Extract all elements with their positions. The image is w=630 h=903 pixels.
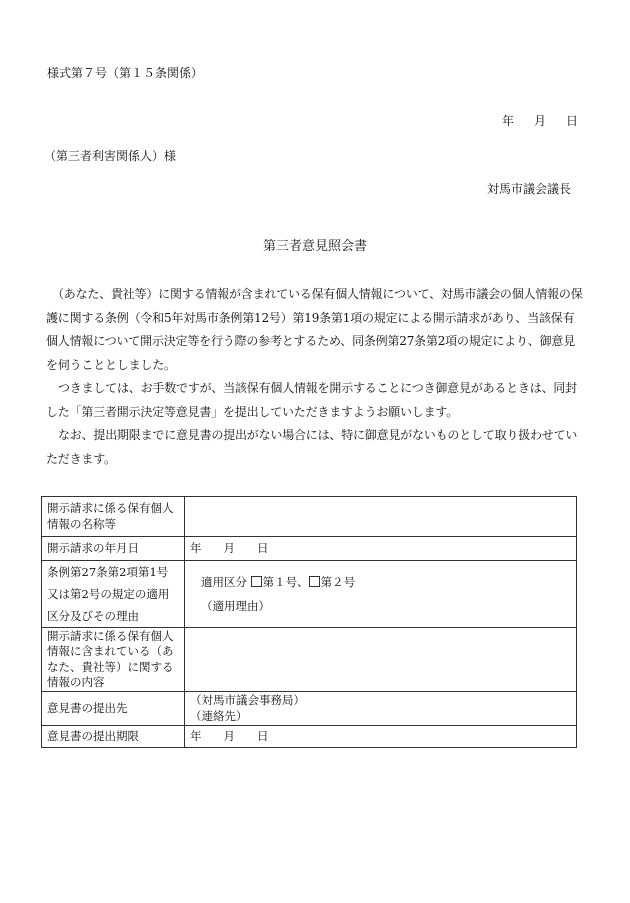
form-number: 様式第７号（第１５条関係） <box>47 66 204 80</box>
deadline-month: 月 <box>223 728 235 743</box>
deadline-year: 年 <box>190 728 202 743</box>
request-month: 月 <box>223 540 235 555</box>
table-row <box>42 537 577 561</box>
option1-checkbox[interactable] <box>251 576 262 587</box>
request-day: 日 <box>257 540 269 555</box>
body-text <box>46 283 584 471</box>
row-value-request-date[interactable] <box>185 537 577 561</box>
table-row <box>42 726 577 748</box>
row-value-applicable-clause <box>185 561 577 628</box>
row-label-submission-destination: 意見書の提出先 <box>42 692 185 726</box>
date-year: 年 <box>501 114 514 128</box>
form-table <box>41 496 577 748</box>
body-paragraph-2: つきましては、お手数ですが、当該保有個人情報を開示することにつき御意見があるときは、同封した「第三者開示決定等意見書」を提出していただきますようお願いします。 <box>46 381 577 419</box>
category-line <box>201 570 571 594</box>
destination-office: （対馬市議会事務局） <box>190 693 305 707</box>
row-label-info-content: 開示請求に係る保有個人情報に含まれている（あなた、貴社等）に関する情報の内容 <box>42 628 185 692</box>
clause-label-line-1: 条例第27条第2項第1号 <box>47 565 169 579</box>
category-label: 適用区分 <box>201 575 247 589</box>
table-row <box>42 692 577 726</box>
reason-label: （適用理由） <box>201 599 270 613</box>
addressee: （第三者利害関係人）様 <box>44 149 177 163</box>
row-label-deadline: 意見書の提出期限 <box>42 726 185 748</box>
option2-checkbox[interactable] <box>309 576 320 587</box>
table-row <box>42 628 577 692</box>
destination-contact: （連絡先） <box>190 708 248 723</box>
page-title: 第三者意見照会書 <box>262 239 367 254</box>
row-value-deadline[interactable] <box>185 726 577 748</box>
clause-label-line-2: 又は第2号の規定の適用 <box>47 587 170 601</box>
table-row <box>42 497 577 537</box>
option2-label: 第２号 <box>320 575 356 589</box>
table-row <box>42 561 577 628</box>
row-value-submission-destination <box>185 692 577 726</box>
row-value-info-content[interactable] <box>185 628 577 692</box>
row-label-applicable-clause <box>42 561 185 628</box>
row-label-info-name: 開示請求に係る保有個人情報の名称等 <box>42 497 185 537</box>
date-month: 月 <box>533 114 546 128</box>
clause-label-line-3: 区分及びその理由 <box>47 609 139 623</box>
date-day: 日 <box>565 114 578 128</box>
date-line <box>502 112 578 129</box>
row-label-request-date: 開示請求の年月日 <box>42 537 185 561</box>
row-value-info-name[interactable] <box>185 497 577 537</box>
request-year: 年 <box>190 540 202 555</box>
option1-label: 第１号、 <box>262 575 309 589</box>
body-paragraph-1: （あなた、貴社等）に関する情報が含まれている保有個人情報について、対馬市議会の個人情報の保護に関する条例（令和5年対馬市条例第12号）第19条第1項の規定による開示請求があり、当該保有個人情報について開示決定等を行う際の参考とするため、同条例第27条第2項の規定により、御意見を伺うこととしました。 <box>46 287 583 372</box>
body-paragraph-3: なお、提出期限までに意見書の提出がない場合には、特に御意見がないものとして取り扱わせていただきます。 <box>46 428 578 466</box>
sender: 対馬市議会議長 <box>486 182 571 196</box>
deadline-day: 日 <box>257 728 269 743</box>
